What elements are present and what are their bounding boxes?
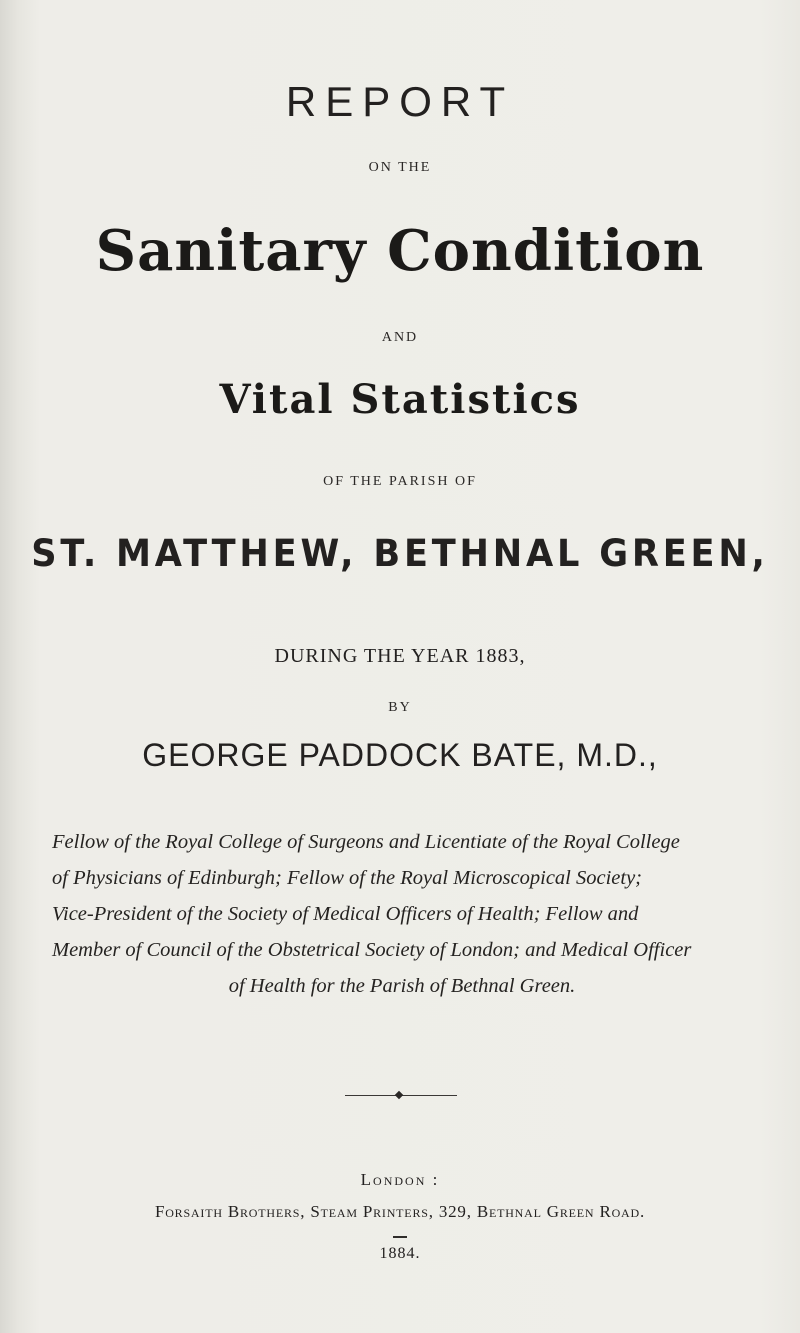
ornament-diamond-icon (395, 1091, 403, 1099)
author-name: GEORGE PADDOCK BATE, M.D., (142, 737, 658, 773)
credentials-line: of Health for the Parish of Bethnal Green. (228, 975, 576, 997)
of-the-parish-label: OF THE PARISH OF (323, 474, 477, 489)
report-title: REPORT (285, 78, 515, 125)
by-label: BY (388, 700, 412, 715)
imprint-dash (393, 1236, 407, 1238)
credentials-line: of Physicians of Edinburgh; Fellow of the Royal Microscopical Society; (52, 867, 643, 889)
parish-name: ST. MATTHEW, BETHNAL GREEN, (31, 532, 769, 575)
heading-vital-statistics: Vital Statistics (219, 376, 581, 423)
imprint-city: London : (360, 1170, 440, 1189)
credentials-line: Fellow of the Royal College of Surgeons and Licentiate of the Royal College (52, 831, 680, 853)
imprint-year: 1884. (379, 1245, 421, 1262)
credentials-line: Vice-President of the Society of Medical Officers of Health; Fellow and (52, 903, 639, 925)
heading-sanitary-condition: Sanitary Condition (95, 218, 705, 284)
credentials-line: Member of Council of the Obstetrical Society of London; and Medical Officer (52, 939, 692, 961)
imprint-printers: Forsaith Brothers, Steam Printers, 329, Bethnal Green Road. (154, 1202, 646, 1221)
and-label: AND (381, 330, 419, 345)
author-credentials (52, 824, 752, 1004)
during-year: DURING THE YEAR 1883, (274, 645, 526, 667)
on-the-label: ON THE (368, 160, 432, 175)
